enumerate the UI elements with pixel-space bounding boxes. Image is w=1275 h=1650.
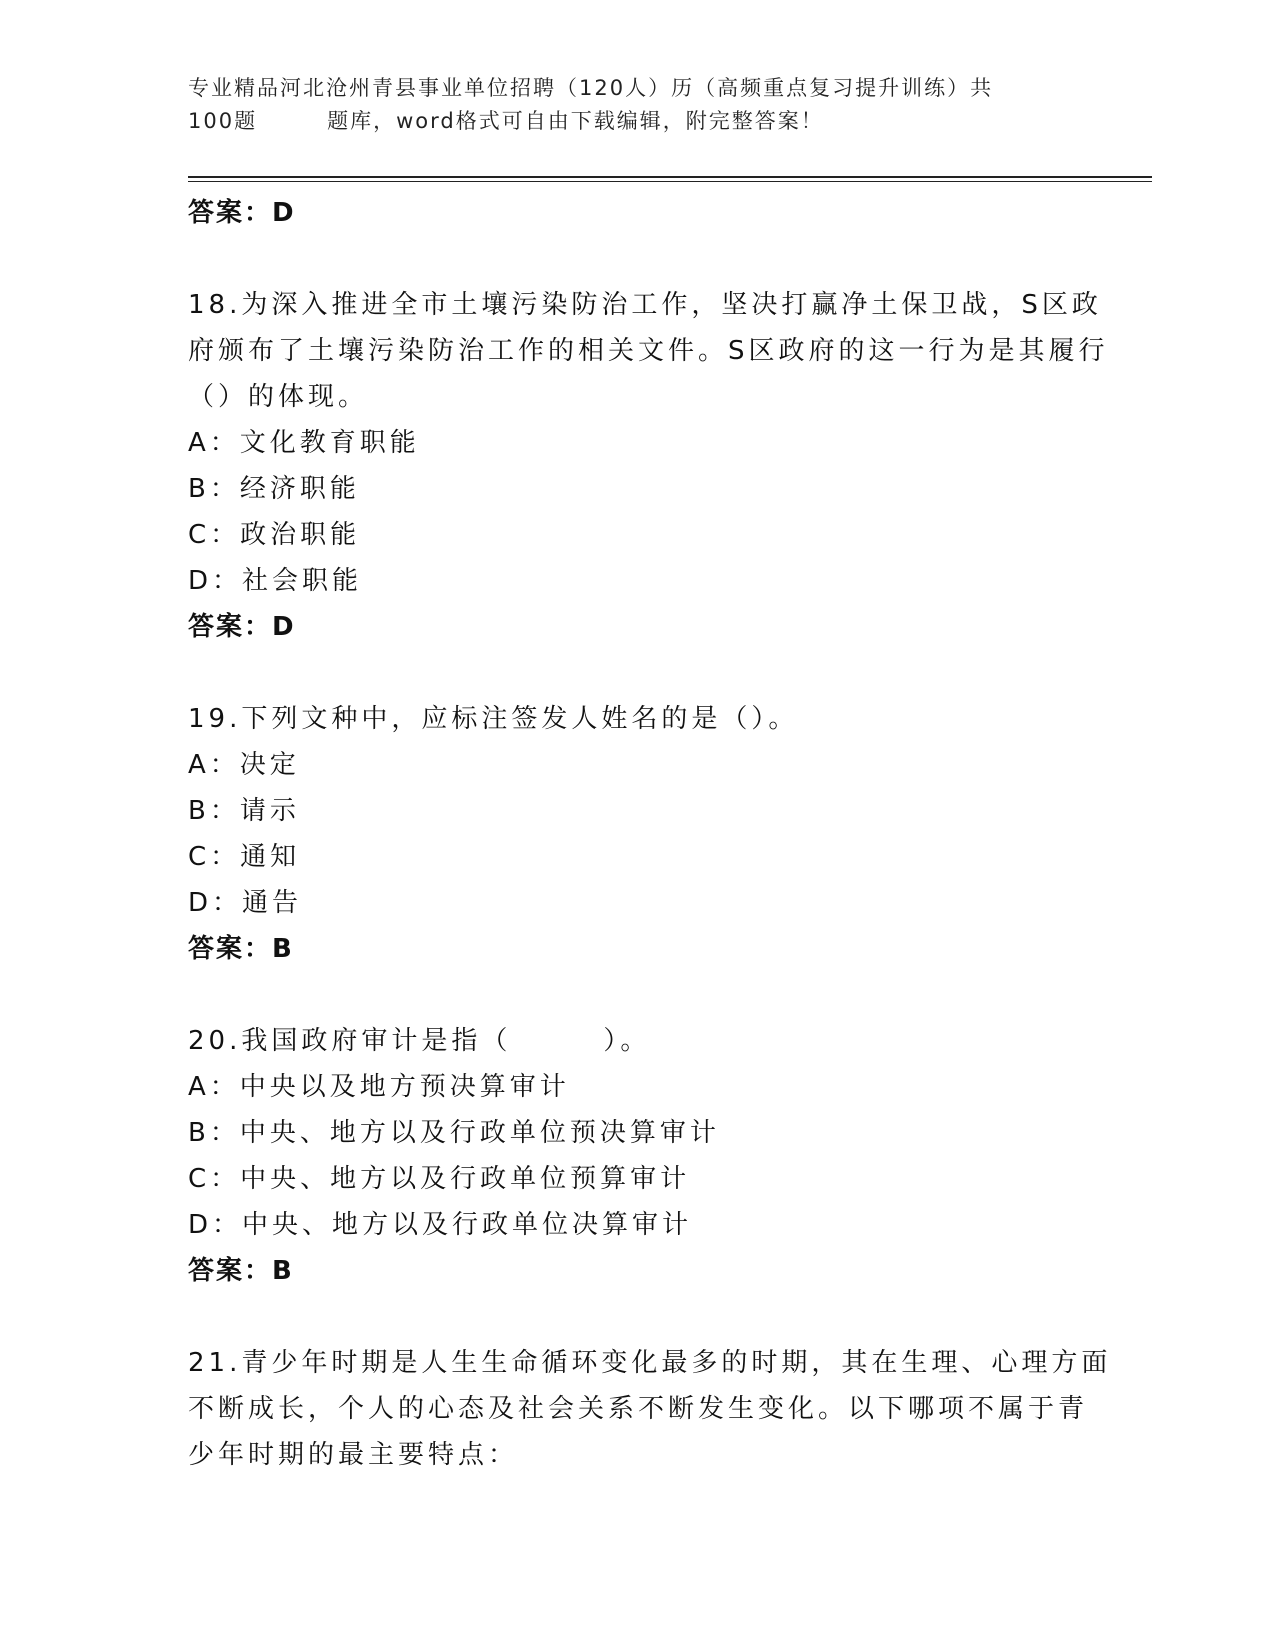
header-line-1: 专业精品河北沧州青县事业单位招聘（120人）历（高频重点复习提升训练）共: [188, 76, 994, 100]
question-stem-line: 21.青少年时期是人生生命循环变化最多的时期，其在生理、心理方面: [188, 1348, 1112, 1378]
header-rule-thick: [188, 176, 1152, 178]
option-a: A：中央以及地方预决算审计: [188, 1072, 570, 1102]
option-c: C：政治职能: [188, 520, 361, 550]
document-body: [188, 190, 1112, 1478]
option-c: C：中央、地方以及行政单位预算审计: [188, 1164, 691, 1194]
question-stem-line: 19.下列文种中，应标注签发人姓名的是（）。: [188, 704, 799, 734]
option-c: C：通知: [188, 842, 301, 872]
question-stem-line: （）的体现。: [188, 382, 369, 412]
option-a: A：文化教育职能: [188, 428, 420, 458]
option-b: B：中央、地方以及行政单位预决算审计: [188, 1118, 720, 1148]
question-19: [188, 696, 1088, 972]
option-d: D：社会职能: [188, 566, 363, 596]
option-d: D：通告: [188, 888, 303, 918]
question-stem-line: [188, 1018, 1088, 1064]
question-stem-part: ）。: [603, 1026, 651, 1056]
header-line-2: [188, 105, 1088, 138]
header-line-2-count: 100题: [188, 109, 258, 133]
answer: 答案：D: [188, 612, 296, 642]
question-stem-line: 18.为深入推进全市土壤污染防治工作，坚决打赢净土保卫战，S区政: [188, 290, 1102, 320]
question-21: [188, 1340, 1112, 1478]
option-b: B：请示: [188, 796, 300, 826]
option-a: A：决定: [188, 750, 300, 780]
answer: 答案：B: [188, 934, 294, 964]
question-stem-part: 20.我国政府审计是指（: [188, 1026, 512, 1056]
question-stem-line: 府颁布了土壤污染防治工作的相关文件。S区政府的这一行为是其履行: [188, 336, 1109, 366]
option-b: B：经济职能: [188, 474, 360, 504]
answer: 答案：B: [188, 1256, 294, 1286]
question-18: [188, 282, 1109, 650]
header-rule-thin: [188, 181, 1152, 182]
document-header: [188, 72, 1088, 138]
option-d: D：中央、地方以及行政单位决算审计: [188, 1210, 693, 1240]
answer-17: 答案：D: [188, 198, 296, 228]
question-stem-line: 少年时期的最主要特点：: [188, 1440, 519, 1470]
header-line-2-text: 题库，word格式可自由下载编辑，附完整答案！: [327, 109, 824, 133]
question-stem-line: 不断成长，个人的心态及社会关系不断发生变化。以下哪项不属于青: [188, 1394, 1089, 1424]
question-20: [188, 1018, 1088, 1294]
